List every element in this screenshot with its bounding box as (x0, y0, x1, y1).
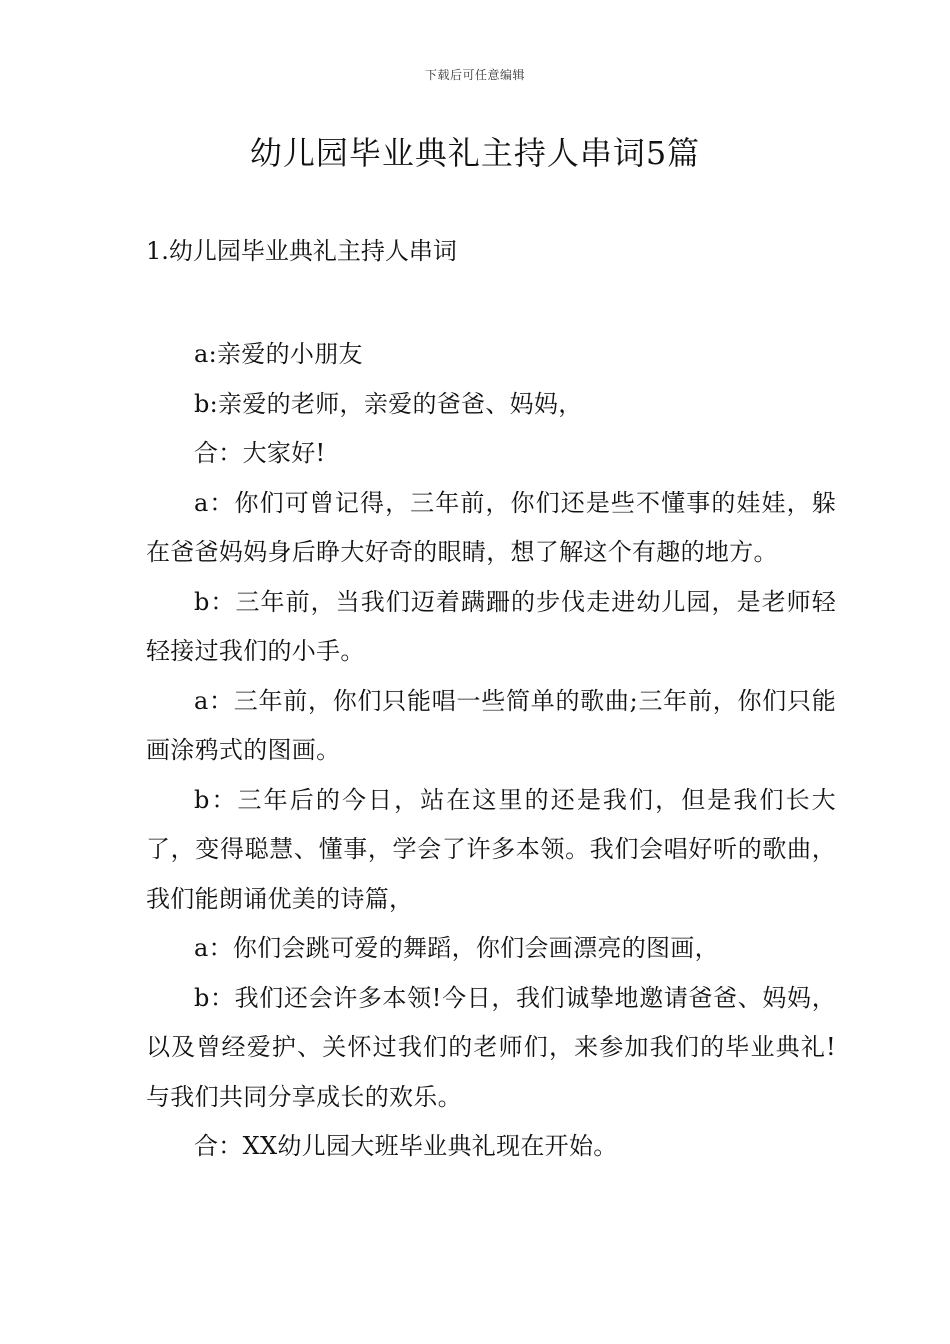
section-heading: 1.幼儿园毕业典礼主持人串词 (146, 237, 457, 265)
paragraph: 合：大家好! (194, 439, 326, 467)
paragraph: a：你们可曾记得，三年前，你们还是些不懂事的娃娃，躲在爸爸妈妈身后睁大好奇的眼睛，想了解这个有趣的地方。 (146, 488, 836, 566)
paragraph: b:亲爱的老师，亲爱的爸爸、妈妈， (194, 389, 583, 418)
paragraph: 合：XX幼儿园大班毕业典礼现在开始。 (194, 1132, 618, 1160)
paragraph: a：你们会跳可爱的舞蹈，你们会画漂亮的图画， (194, 934, 719, 962)
paragraph: a：三年前，你们只能唱一些简单的歌曲;三年前，你们只能画涂鸦式的图画。 (146, 686, 836, 764)
paragraph: b：三年前，当我们迈着蹒跚的步伐走进幼儿园，是老师轻轻接过我们的小手。 (146, 587, 836, 665)
header-note: 下载后可任意编辑 (424, 68, 525, 82)
document-title: 幼儿园毕业典礼主持人串词5篇 (249, 134, 701, 172)
script-body (146, 330, 836, 1172)
paragraph: a:亲爱的小朋友 (194, 340, 363, 368)
paragraph: b：我们还会许多本领!今日，我们诚挚地邀请爸爸、妈妈，以及曾经爱护、关怀过我们的老师们，来参加我们的毕业典礼!与我们共同分享成长的欢乐。 (146, 983, 836, 1111)
paragraph: b：三年后的今日，站在这里的还是我们，但是我们长大了，变得聪慧、懂事，学会了许多本领。我们会唱好听的歌曲，我们能朗诵优美的诗篇， (146, 785, 836, 913)
